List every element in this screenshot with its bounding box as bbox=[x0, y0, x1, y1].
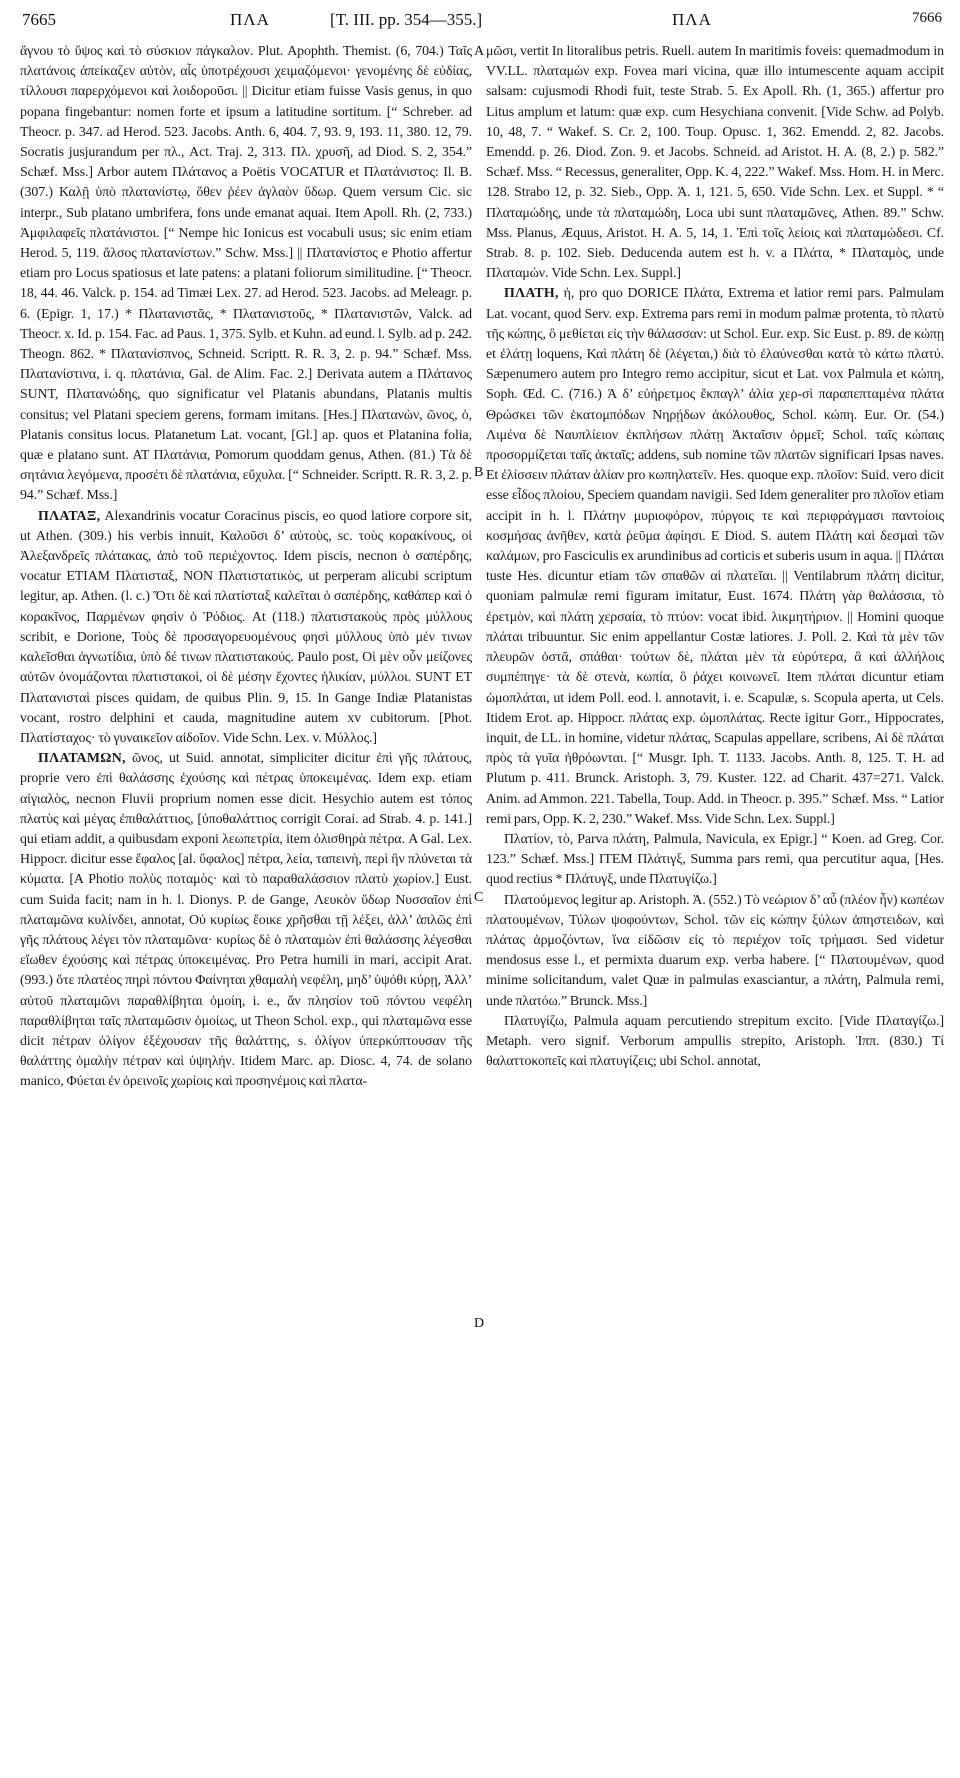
entry-headword: ΠΛΑΤΑΞ, bbox=[38, 508, 101, 524]
left-page-number: 7665 bbox=[22, 10, 56, 29]
left-column bbox=[20, 42, 472, 1772]
entry-text: Πλατούμενος legitur ap. Aristoph. Ἀ. (552.) Τὸ νεώριον δ’ αὖ (πλέον ἦν) κωπέων πλατουμένων, Τύλων ψοφούντων, Schol. τῶν εἰς κώπην ξύλων ἀπηστειδων, καὶ πλάτας ἁρμοζόντων, ἵνα εἰδῶσιν εἰς τὸ περιέχον τοῖς τρήμασι. Sed videtur mendosus esse l., et permixta duarum exp. verba habere. [“ Πλατουμένων, quod minime solicitandum, valet Quæ in palmulas exasciantur, a πλάτη, Palmula remi, unde πλατόω.” Brunck. Mss.] bbox=[486, 892, 944, 1009]
entry-text: ἡ, pro quo DORICE Πλάτα, Extrema et latior remi pars. Palmulam Lat. vocant, quod Serv. exp. Extrema pars remi in modum palmæ protenta, τὸ πλατὺ τῆς κώπης, ὃ μεθίεται εἰς τὴν θάλασσαν: ut Schol. Eur. exp. Sic Eust. p. 89. de κώπῃ et ἐλάτῃ loquens, Καὶ πλάτη δὲ (λέγεται,) διὰ τὸ ἐλαύνεσθαι κατὰ τὸ κάτω πλατύ. Sæpenumero autem pro Integro remo accipitur, sicut et Lat. vox Palmula et κώπη, Soph. Œd. C. (716.) Ἁ δ’ εὐήρετμος ἔκπαγλ’ ἁλία χερ-σὶ παραπεπταμένα πλάτα Θρώσκει τῶν ἑκατομπόδων Νηρῄδων ἀκόλουθος, Schol. κώπη. Eur. Or. (54.) Λιμένα δὲ Ναυπλίειον ἐκπλήσων πλάτῃ Ἀκταῖσιν ὁρμεῖ; Schol. ταῖς κώπαις προσορμίζεται ταῖς ἀκταῖς; addens, sub nomine τῶν πλατῶν significari Ipsas naves. Et ἐλίσσειν πλάταν ἁλίαν pro κωπηλατεῖν. Hes. quoque exp. πλοῖον: Suid. vero dicit esse εἶδος πλοίου, Speciem quandam navigii. Sed Idem generaliter pro πλοῖον etiam accipit in h. l. Πλάτην μυριοφόρον, πύργοις τε καὶ περιφράγμασι παντοίοις κοσμήσας ἀνῆθεν, κατὰ ῥεῦμα ἀφίησι. E Diod. S. autem Πλάτη καὶ δεσμαὶ τῶν καλάμων, pro Fasciculis ex arundinibus ad corticis et suberis usum in aqua. || Πλάται tuste Hes. dicuntur etiam τῶν σπαθῶν αἱ πλατεῖαι. || Ventilabrum πλάτη dicitur, quoniam palmulæ remi figuram imitatur, Eust. 1674. Πλάτη γὰρ θαλάσσια, τὸ ἐρετμὸν, καὶ πλάτη χερσαία, τὸ πτύον: vocat ibid. λικμητήριον. || Homini quoque πλάται tribuuntur. Sic enim appellantur Costæ latiores. J. Poll. 2. Καὶ τὰ μὲν τῶν πλευρῶν ὀστᾶ, σπάθαι· τούτων δὲ, πλάται μὲν τὰ εὐρύτερα, ἃ καὶ ἀλλήλοις συμπέπηγε· τὰ δὲ στενὰ, κωπία, ὃ ῥάχει κοινωνεῖ. Item πλάται dicuntur etiam ὠμοπλάται, ut idem Poll. eod. l. annotavit, i. e. Scapulæ, s. Scopula aperta, ut Cels. Itidem Erot. ap. Hippocr. πλάτας exp. ὠμοπλάτας. Recte igitur Gorr., Hippocrates, inquit, de LL. in homine, videtur πλάτας, Scapulas appellare, scribens, Αἱ δὲ πλάται πρὸς τὰ γυῖα ἠθρόωνται. [“ Musgr. Iph. T. 1133. Jacobs. Anth. 8, 125. T. H. ad Plutum p. 411. Brunck. Aristoph. 3, 79. Kuster. 122. ad Charit. 437=271. Valck. Anim. ad Ammon. 221. Tabella, Toup. Add. in Theocr. p. 395.” Schæf. Mss. “ Latior remi pars, Opp. K. 2, 230.” Wakef. Mss. Vide Schn. Lex. Suppl.] bbox=[486, 286, 944, 827]
entry-text: ῶνος, ut Suid. annotat, simpliciter dicitur ἐπὶ γῆς πλάτους, proprie vero ἐπὶ θαλάσσης ἐχούσης καὶ πέτρας ὑποκειμένας. Idem exp. etiam αἰγιαλὸς, necnon Fluvii proprium nomen esse dicit. Hesychio autem est τόπος πλατὺς καὶ μέγας ἐπιθαλάττιος, [ὑποθαλάττιος corrigit Corai. ad Strab. 4. p. 141.] qui etiam addit, a quibusdam exponi λεωπετρία, item ὀλισθηρὰ πέτρα. A Gal. Lex. Hippocr. dicitur esse ἔφαλος [al. ὕφαλος] πέτρα, λεία, ταπεινὴ, περὶ ἣν πλύνεται τὰ κύματα. [A Photio πολὺς ποταμὸς· καὶ τὸ παραθαλάσσιον πλατὺ χωρίον.] Eust. cum Suida facit; nam in h. l. Dionys. P. de Gange, Λευκὸν ὕδωρ Νυσσαῖον ἐπὶ πλαταμῶνα κυλίνδει, annotat, Οὐ κυρίως ἔοικε χρῆσθαι τῇ λέξει, ἀλλ’ ἁπλῶς ἐπὶ γῆς πλάτους λέγει τὸν πλαταμῶνα· κυρίως δὲ ὁ πλαταμὼν ἐπὶ θαλάσσης λέγεσθαι εἴωθεν ἐχούσης καὶ πέτρας ὑποκειμένας. Pro Petra humili in mari, accipit Arat. (993.) ὅτε πλατέος πηρὶ πόντου Φαίνηται χθαμαλὴ νεφέλη, μηδ’ ὑψόθι κύρῃ, Ἀλλ’ αὐτοῦ πλαταμῶνι παραθλίβηται ὁμοίη, i. e., ἄν πλησίον τοῦ πόντου νεφέλη παραθλίβηται ταῖς πλαταμῶσιν ὁμοίως, ut Theon Schol. exp., qui πλαταμῶνα esse dicit πέτραν ὀλίγον ἐξέχουσαν τῆς θαλάττης, s. ὀλίγον ὑπερκύπτουσαν τῆς θαλάττης ὁμαλὴν πέτραν καὶ ὑψηλήν. Itidem Marc. ap. Diosc. 4, 74. de solano manico, Φύεται ἐν ὀρεινοῖς χωρίοις καὶ προσηνέμοις καὶ πλατα- bbox=[20, 751, 472, 1090]
right-running-head: ΠΛΑ bbox=[672, 10, 712, 29]
left-running-head: ΠΛΑ bbox=[230, 10, 270, 29]
dictionary-entry bbox=[20, 749, 472, 1092]
entry-text: Πλατυγίζω, Palmula aquam percutiendo strepitum excito. [Vide Πλαταγίζω.] Metaph. vero signif. Verborum ampullis strepito, Aristoph. Ἱππ. (830.) Τί θαλαττοκοπεῖς καὶ πλατυγίζεις; ubi Schol. annotat, bbox=[486, 1013, 944, 1070]
text-paragraph bbox=[486, 891, 944, 1012]
page-header bbox=[22, 10, 942, 36]
section-letter-c: C bbox=[474, 890, 484, 905]
section-letter-a: A bbox=[474, 44, 485, 59]
entry-headword: ΠΛΑΤΗ, bbox=[504, 286, 559, 302]
text-paragraph bbox=[486, 830, 944, 891]
text-paragraph bbox=[20, 42, 472, 507]
text-paragraph bbox=[486, 42, 944, 284]
entry-text: ἄγνου τὸ ὕψος καὶ τὸ σύσκιον πάγκαλον. Plut. Apophth. Themist. (6, 704.) Ταῖς πλατάνοις ἀπείκαζεν αὐτὸν, αἷς ὑποτρέχουσι χειμαζόμενοι· γενομένης δὲ εὐδίας, τίλλουσι παρερχόμενοι καὶ λοιδοροῦσι. || Dicitur etiam fuisse Vasis genus, in quo popana fingebantur: nomen forte et ipsum a latitudine sortitum. [“ Schreber. ad Theocr. p. 347. ad Herod. 523. Jacobs. Anth. 6, 404. 7, 93. 9, 193. 11, 380. 12, 79. Socratis jusjurandum per πλ., Act. Traj. 2, 313. Πλ. χρυσῆ, ad Diod. S. 2, 354.” Schæf. Mss.] Arbor autem Πλάτανος a Poëtis VOCATUR et Πλατάνιστος: Il. B. (307.) Καλῇ ὑπὸ πλατανίστῳ, ὅθεν ῥέεν ἀγλαὸν ὕδωρ. Quem versum Cic. sic interpr., Sub platano umbrifera, fons unde emanat aquai. Item Apoll. Rh. (2, 733.) Ἀμφιλαφεῖς πλατάνιστοι. [“ Nempe hic Ionicus est vocabuli usus; sic enim etiam Herod. 5, 119. ἄλσος πλατανίστων.” Schw. Mss.] || Πλατανίστος e Photio affertur etiam pro Locus spatiosus et late patens: a platani foliorum similitudine. [“ Theocr. 18, 44. 46. Valck. p. 154. ad Timæi Lex. 27. ad Herod. 523. Jacobs. ad Meleagr. p. 6. (Epigr. 1, 17.) * Πλατανιστᾶς, * Πλατανιστοῦς, * Πλατανιστῶν, Valck. ad Theocr. x. Id. p. 154. Fac. ad Paus. 1, 375. Sylb. et Kuhn. ad eund. l. Sylb. ad p. 242. Theogn. 862. * Πλατανίσπνος, Schneid. Scriptt. R. R. 3, 2. p. 94.” Schæf. Mss. Πλατανίστινα, i. q. πλατάνια, Gal. de Alim. Fac. 2.] Derivata autem a Πλάτανος SUNT, Πλατανώδης, quo significatur vel Platanis abundans, Platanis multis consitus; vel Platani speciem gerens, formam imitans. [Hes.] Πλατανὼν, ῶνος, ὁ, Platanis consitus locus. Platanetum Lat. vocant, [Gl.] ap. quos et Platanina folia, quæ e platano sunt. AT Πλατάνια, Pomorum quoddam genus, Athen. (81.) Τὰ δὲ σητάνια λεγόμενα, προσέτι δὲ πλατάνια, εὔχυλα. [“ Schneider. Scriptt. R. R. 3, 2. p. 94.” Schæf. Mss.] bbox=[20, 44, 472, 504]
section-letter-b: B bbox=[474, 465, 484, 480]
text-paragraph bbox=[486, 1012, 944, 1073]
entry-text: μῶσι, vertit In litoralibus petris. Ruell. autem In maritimis foveis: quemadmodum in VV.LL. πλαταμὼν exp. Fovea mari vicina, quæ illo intumescente aquam accipit salsam: cujusmodi Rhodi fuit, teste Strab. 5. Ex Apoll. Rh. (1, 365.) affertur pro Litus amplum et latum: quæ exp. cum Hesychiana convenit. [Vide Schw. ad Polyb. 10, 48, 7. “ Wakef. S. Cr. 2, 100. Toup. Opusc. 1, 362. Emendd. 2, 82. Jacobs. Emendd. p. 26. Diod. Zon. 9. et Jacobs. Schneid. ad Aristot. H. A. (8, 2.) p. 582.” Schæf. Mss. “ Recessus, generaliter, Opp. K. 4, 222.” Wakef. Mss. Hom. H. in Merc. 128. Strabo 12, p. 32. Sieb., Opp. Ἁ. 1, 121. 5, 650. Vide Schn. Lex. et Suppl. * “ Πλαταμώδης, unde τὰ πλαταμώδη, Loca ubi sunt πλαταμῶνες, Athen. 89.” Schw. Mss. Planus, Æquus, Aristot. H. A. 5, 14, 1. Ἐπὶ τοῖς λείοις καὶ πλαταμώδεσι. Cf. Strab. 8. p. 102. Sieb. Deducenda autem est h. v. a Πλάτα, * Πλαταμὸς, unde Πλαταμών. Vide Schn. Lex. Suppl.] bbox=[486, 44, 944, 282]
entry-text: Alexandrinis vocatur Coracinus piscis, eo quod latiore corpore sit, ut Athen. (309.) his verbis innuit, Καλοῦσι δ’ αὐτοὺς, sc. τοὺς κορακίνους, οἱ Ἀλεξανδρεῖς πλάτακας, ἀπὸ τοῦ περιέχοντος. Idem piscis, necnon ὁ σαπέρδης, vocatur ETIAM Πλατισταξ, NON Πλατιστατικὸς, ut perperam alicubi scriptum legitur, ap. Athen. (l. c.) Ὅτι δὲ καὶ πλατίσταξ καλεῖται ὁ σαπέρδης, καθάπερ καὶ ὁ κορακῖνος, Παρμένων φησὶν ὁ Ῥόδιος. At (118.) πλατιστακοὺς πρὸς μύλλους scribit, e Dorione, Τοὺς δὲ προσαγορευομένους φησὶ μύλλους ὑπὸ μέν τινων καλεῖσθαι ἀγνωτίδια, ὑπὸ δέ τινων πλατιστακούς. Paulo post, Οἱ μὲν οὖν μείζονες αὐτῶν ὀνομάζονται πλατιστακοὶ, οἱ δὲ μέσην ἔχοντες ἡλικίαν, μύλλοι. SUNT ET Πλατανισταὶ pisces quidam, de quibus Plin. 9, 15. In Gange Indiæ Platanistas vocant, rostro delphini et cauda, magnitudine autem xv cubitorum. [Phot. Πλατίσταχος· τὸ γυναικεῖον αἰδοῖον. Vide Schn. Lex. v. Μύλλος.] bbox=[20, 508, 472, 746]
dictionary-entry bbox=[20, 507, 472, 749]
right-page-number: 7666 bbox=[912, 10, 942, 26]
volume-page-reference: [T. III. pp. 354—355.] bbox=[330, 10, 483, 29]
right-column bbox=[486, 42, 944, 1772]
section-letter-d: D bbox=[474, 1316, 485, 1331]
entry-headword: ΠΛΑΤΑΜΩΝ, bbox=[38, 751, 126, 767]
dictionary-entry bbox=[486, 284, 944, 829]
entry-text: Πλατίον, τὸ, Parva πλάτη, Palmula, Navicula, ex Epigr.] “ Koen. ad Greg. Cor. 123.” Schæf. Mss.] ITEM Πλάτιγξ, Summa pars remi, qua percutitur aqua, [Hes. quod rectius * Πλάτυγξ, unde Πλατυγίζω.] bbox=[486, 831, 944, 888]
